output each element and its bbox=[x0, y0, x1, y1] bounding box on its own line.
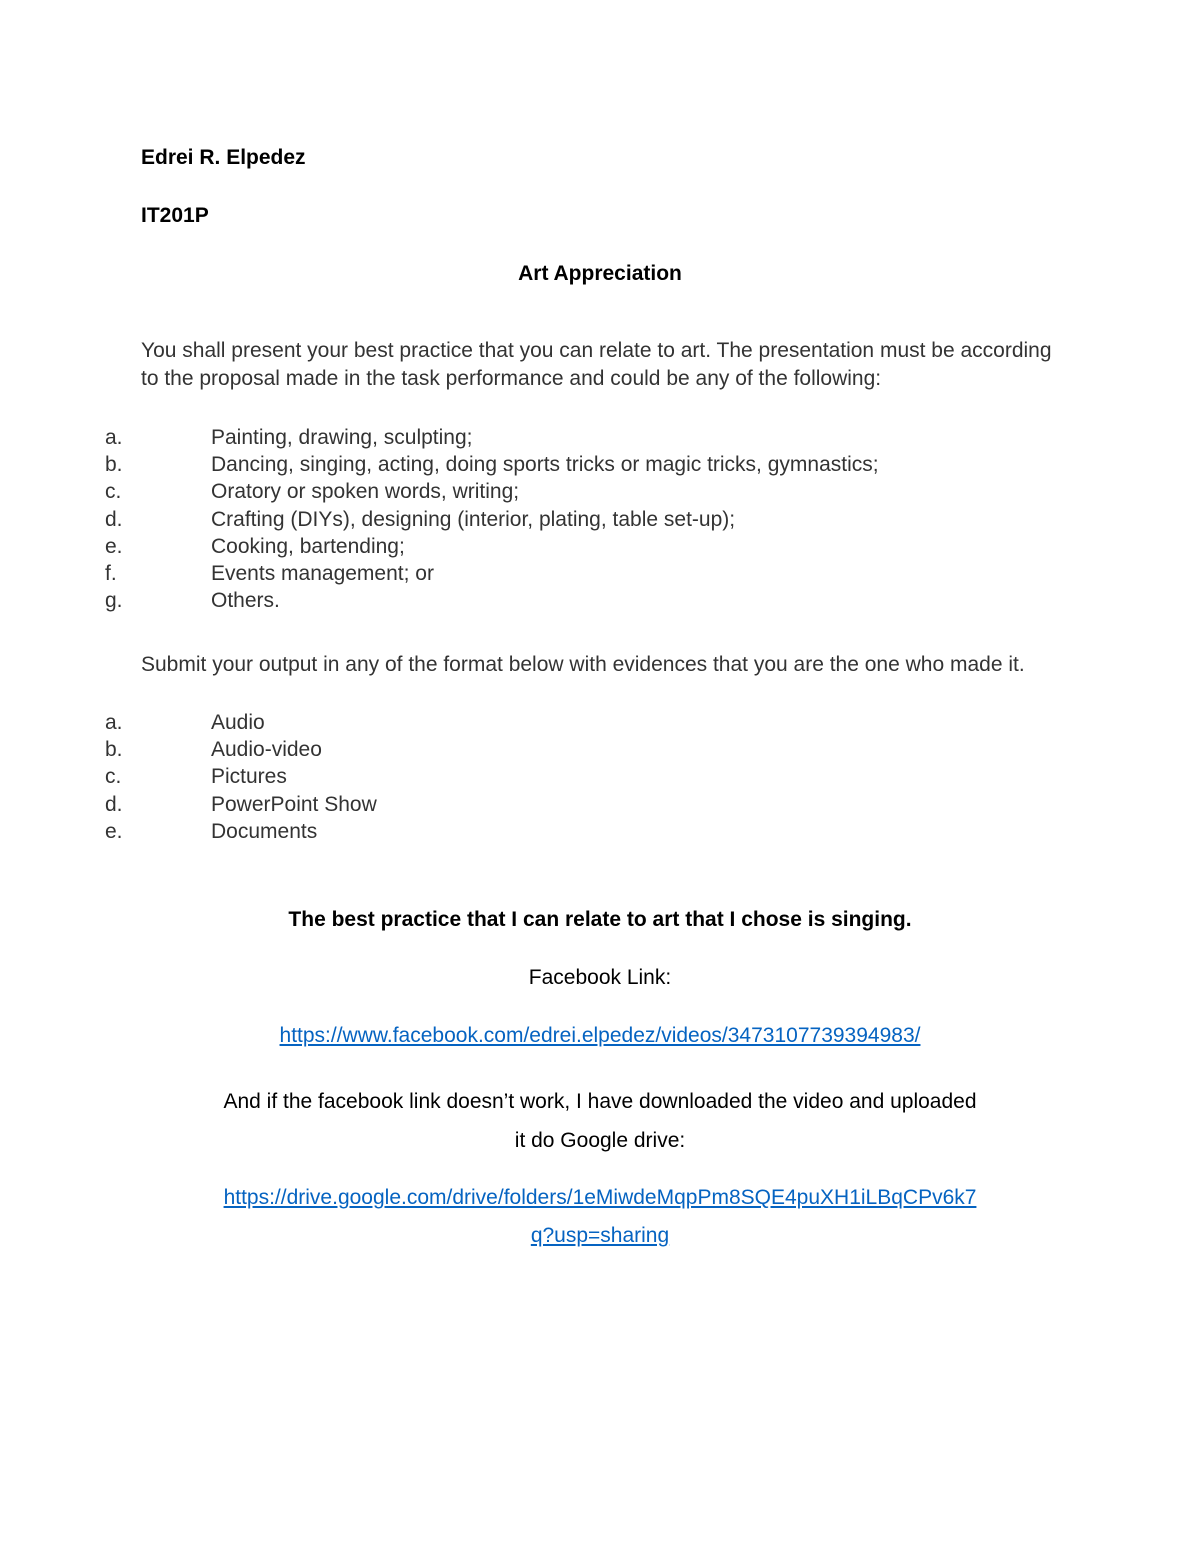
list-item bbox=[105, 560, 1005, 587]
google-drive-link-block bbox=[100, 1179, 1100, 1255]
list-marker: c. bbox=[105, 765, 122, 789]
list-marker: b. bbox=[105, 453, 123, 477]
fallback-line: And if the facebook link doesn’t work, I have downloaded the video and uploaded bbox=[223, 1090, 977, 1113]
fallback-statement bbox=[100, 1082, 1100, 1160]
list-item-text: Painting, drawing, sculpting; bbox=[211, 426, 473, 449]
list-marker: a. bbox=[105, 426, 123, 449]
list-item bbox=[105, 424, 1005, 451]
art-options-list bbox=[105, 424, 1005, 614]
list-marker: c. bbox=[105, 480, 122, 504]
list-item bbox=[105, 818, 1005, 845]
list-item-text: Events management; or bbox=[211, 561, 434, 585]
list-item-text: Audio bbox=[211, 711, 265, 734]
drive-link-line bbox=[100, 1217, 1100, 1255]
list-marker: f. bbox=[105, 561, 117, 585]
author-name: Edrei R. Elpedez bbox=[141, 146, 306, 169]
list-item-text: Oratory or spoken words, writing; bbox=[211, 480, 520, 504]
list-item bbox=[105, 763, 1005, 790]
list-marker: g. bbox=[105, 589, 123, 613]
list-item bbox=[105, 533, 1005, 560]
format-options-list bbox=[105, 709, 1005, 845]
list-marker: e. bbox=[105, 819, 123, 843]
list-marker: a. bbox=[105, 711, 123, 734]
list-item-text: Dancing, singing, acting, doing sports tricks or magic tricks, gymnastics; bbox=[211, 453, 879, 477]
list-item bbox=[105, 506, 1005, 533]
list-item bbox=[105, 478, 1005, 505]
facebook-link-line bbox=[100, 1024, 1100, 1048]
list-item-text: Pictures bbox=[211, 765, 287, 789]
drive-link-line bbox=[100, 1179, 1100, 1217]
google-drive-link-continued[interactable]: q?usp=sharing bbox=[530, 1224, 670, 1247]
best-practice-statement: The best practice that I can relate to art that I chose is singing. bbox=[288, 908, 912, 931]
list-marker: e. bbox=[105, 534, 123, 558]
submit-paragraph: Submit your output in any of the format below with evidences that you are the one who made it. bbox=[141, 653, 1025, 676]
list-marker: b. bbox=[105, 738, 123, 762]
course-code: IT201P bbox=[141, 204, 209, 227]
instructions-paragraph: You shall present your best practice that you can relate to art. The presentation must be according to the proposal made in the task performance and could be any of the following: bbox=[141, 339, 1052, 390]
list-item-text: Documents bbox=[211, 819, 318, 843]
document-title: Art Appreciation bbox=[518, 262, 682, 285]
google-drive-link[interactable]: https://drive.google.com/drive/folders/1eMiwdeMqpPm8SQE4puXH1iLBqCPv6k7 bbox=[223, 1186, 977, 1209]
list-item-text: Audio-video bbox=[211, 738, 322, 762]
list-item bbox=[105, 736, 1005, 763]
list-item-text: PowerPoint Show bbox=[211, 792, 377, 816]
list-item-text: Crafting (DIYs), designing (interior, plating, table set-up); bbox=[211, 507, 736, 531]
facebook-link-label: Facebook Link: bbox=[528, 966, 672, 989]
list-item bbox=[105, 791, 1005, 818]
list-marker: d. bbox=[105, 792, 123, 816]
list-item bbox=[105, 587, 1005, 614]
facebook-video-link[interactable]: https://www.facebook.com/edrei.elpedez/videos/3473107739394983/ bbox=[279, 1024, 921, 1047]
fallback-line: it do Google drive: bbox=[514, 1129, 686, 1152]
list-marker: d. bbox=[105, 507, 123, 531]
list-item-text: Others. bbox=[211, 589, 280, 613]
list-item-text: Cooking, bartending; bbox=[211, 534, 405, 558]
list-item bbox=[105, 709, 1005, 736]
list-item bbox=[105, 451, 1005, 478]
